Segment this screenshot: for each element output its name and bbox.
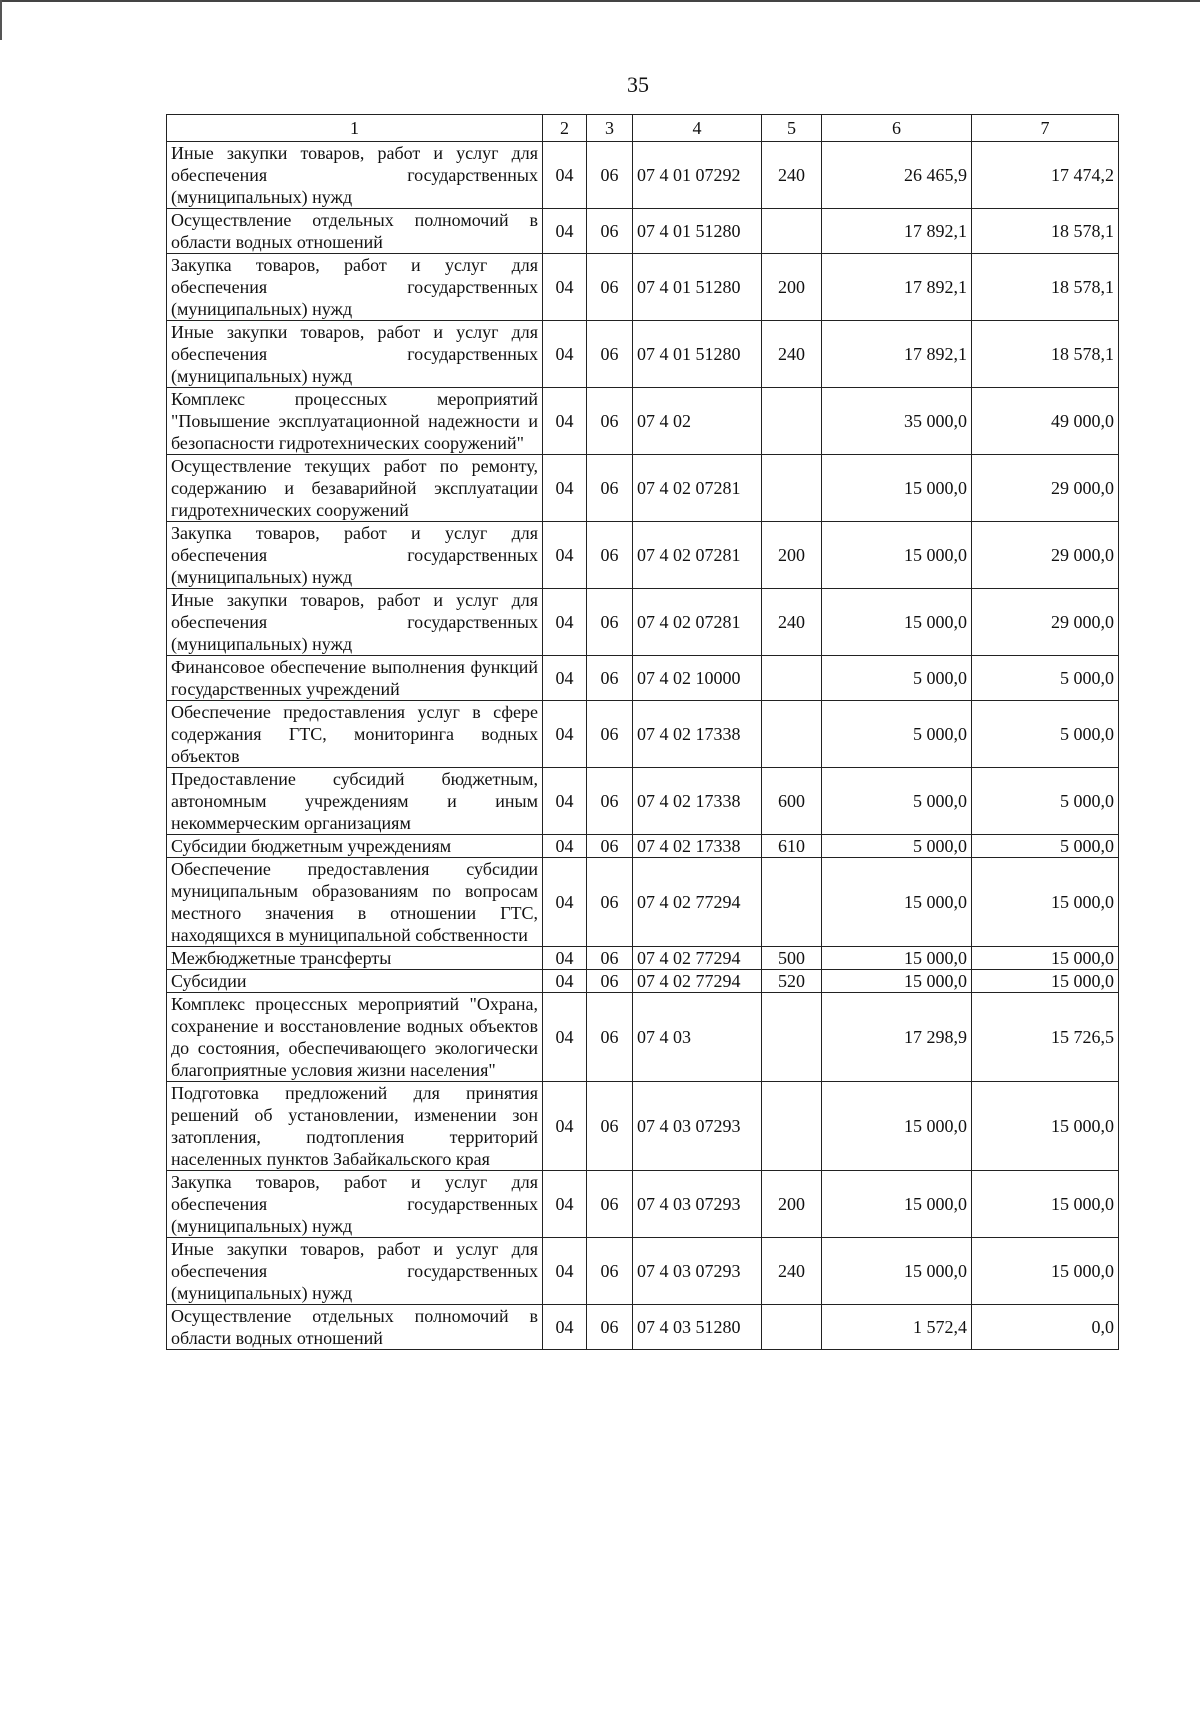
row-name-cell: Финансовое обеспечение выполнения функций государственных учреждений — [167, 656, 543, 701]
podrazdel-cell: 06 — [587, 321, 633, 388]
expense-type-cell: 240 — [762, 321, 822, 388]
amount-year2-cell: 15 000,0 — [972, 970, 1119, 993]
amount-year1-cell: 17 298,9 — [822, 993, 972, 1082]
expense-type-cell: 200 — [762, 522, 822, 589]
amount-year2-cell: 29 000,0 — [972, 589, 1119, 656]
amount-year2-cell: 49 000,0 — [972, 388, 1119, 455]
amount-year2-cell: 5 000,0 — [972, 835, 1119, 858]
target-article-cell: 07 4 03 07293 — [633, 1171, 762, 1238]
expense-type-cell: 240 — [762, 1238, 822, 1305]
amount-year2-cell: 17 474,2 — [972, 142, 1119, 209]
row-name-cell: Иные закупки товаров, работ и услуг для обеспечения государственных (муниципальных) нужд — [167, 589, 543, 656]
expense-type-cell: 500 — [762, 947, 822, 970]
amount-year1-cell: 15 000,0 — [822, 1171, 972, 1238]
header-col-3: 3 — [587, 115, 633, 142]
razdel-cell: 04 — [543, 656, 587, 701]
expense-type-cell: 610 — [762, 835, 822, 858]
amount-year2-cell: 18 578,1 — [972, 321, 1119, 388]
table-row — [167, 656, 1119, 701]
podrazdel-cell: 06 — [587, 701, 633, 768]
podrazdel-cell: 06 — [587, 1238, 633, 1305]
target-article-cell: 07 4 01 07292 — [633, 142, 762, 209]
expense-type-cell: 200 — [762, 1171, 822, 1238]
amount-year1-cell: 15 000,0 — [822, 947, 972, 970]
razdel-cell: 04 — [543, 1082, 587, 1171]
podrazdel-cell: 06 — [587, 656, 633, 701]
row-name-cell: Обеспечение предоставления услуг в сфере содержания ГТС, мониторинга водных объектов — [167, 701, 543, 768]
razdel-cell: 04 — [543, 209, 587, 254]
amount-year2-cell: 18 578,1 — [972, 209, 1119, 254]
amount-year1-cell: 15 000,0 — [822, 455, 972, 522]
header-col-2: 2 — [543, 115, 587, 142]
header-col-5: 5 — [762, 115, 822, 142]
podrazdel-cell: 06 — [587, 455, 633, 522]
razdel-cell: 04 — [543, 142, 587, 209]
amount-year2-cell: 5 000,0 — [972, 701, 1119, 768]
row-name-cell: Межбюджетные трансферты — [167, 947, 543, 970]
target-article-cell: 07 4 03 07293 — [633, 1082, 762, 1171]
table-row — [167, 388, 1119, 455]
amount-year1-cell: 15 000,0 — [822, 1238, 972, 1305]
podrazdel-cell: 06 — [587, 522, 633, 589]
podrazdel-cell: 06 — [587, 589, 633, 656]
target-article-cell: 07 4 02 77294 — [633, 970, 762, 993]
target-article-cell: 07 4 02 17338 — [633, 768, 762, 835]
razdel-cell: 04 — [543, 388, 587, 455]
expense-type-cell — [762, 209, 822, 254]
row-name-cell: Предоставление субсидий бюджетным, автономным учреждениям и иным некоммерческим организациям — [167, 768, 543, 835]
row-name-cell: Субсидии — [167, 970, 543, 993]
podrazdel-cell: 06 — [587, 947, 633, 970]
razdel-cell: 04 — [543, 858, 587, 947]
table-row — [167, 589, 1119, 656]
target-article-cell: 07 4 02 77294 — [633, 858, 762, 947]
expense-type-cell: 520 — [762, 970, 822, 993]
target-article-cell: 07 4 01 51280 — [633, 321, 762, 388]
target-article-cell: 07 4 02 — [633, 388, 762, 455]
amount-year1-cell: 15 000,0 — [822, 522, 972, 589]
row-name-cell: Осуществление отдельных полномочий в области водных отношений — [167, 1305, 543, 1350]
razdel-cell: 04 — [543, 970, 587, 993]
amount-year2-cell: 5 000,0 — [972, 656, 1119, 701]
table-row — [167, 947, 1119, 970]
amount-year2-cell: 5 000,0 — [972, 768, 1119, 835]
podrazdel-cell: 06 — [587, 254, 633, 321]
amount-year1-cell: 15 000,0 — [822, 970, 972, 993]
table-row — [167, 455, 1119, 522]
row-name-cell: Закупка товаров, работ и услуг для обеспечения государственных (муниципальных) нужд — [167, 522, 543, 589]
razdel-cell: 04 — [543, 589, 587, 656]
podrazdel-cell: 06 — [587, 858, 633, 947]
header-col-6: 6 — [822, 115, 972, 142]
table-row — [167, 1238, 1119, 1305]
amount-year1-cell: 35 000,0 — [822, 388, 972, 455]
table-row — [167, 768, 1119, 835]
razdel-cell: 04 — [543, 947, 587, 970]
expense-type-cell — [762, 656, 822, 701]
podrazdel-cell: 06 — [587, 209, 633, 254]
table-row — [167, 209, 1119, 254]
expense-type-cell: 600 — [762, 768, 822, 835]
row-name-cell: Комплекс процессных мероприятий "Повышение эксплуатационной надежности и безопасности гидротехнических сооружений" — [167, 388, 543, 455]
header-col-7: 7 — [972, 115, 1119, 142]
budget-table — [166, 114, 1119, 1350]
row-name-cell: Иные закупки товаров, работ и услуг для обеспечения государственных (муниципальных) нужд — [167, 321, 543, 388]
target-article-cell: 07 4 02 77294 — [633, 947, 762, 970]
expense-type-cell: 240 — [762, 142, 822, 209]
amount-year2-cell: 15 000,0 — [972, 1238, 1119, 1305]
amount-year2-cell: 15 726,5 — [972, 993, 1119, 1082]
expense-type-cell — [762, 388, 822, 455]
row-name-cell: Закупка товаров, работ и услуг для обеспечения государственных (муниципальных) нужд — [167, 1171, 543, 1238]
expense-type-cell — [762, 993, 822, 1082]
table-row — [167, 142, 1119, 209]
razdel-cell: 04 — [543, 993, 587, 1082]
razdel-cell: 04 — [543, 701, 587, 768]
amount-year2-cell: 29 000,0 — [972, 455, 1119, 522]
razdel-cell: 04 — [543, 254, 587, 321]
target-article-cell: 07 4 02 17338 — [633, 701, 762, 768]
table-row — [167, 1171, 1119, 1238]
podrazdel-cell: 06 — [587, 993, 633, 1082]
amount-year1-cell: 26 465,9 — [822, 142, 972, 209]
table-row — [167, 701, 1119, 768]
podrazdel-cell: 06 — [587, 1171, 633, 1238]
razdel-cell: 04 — [543, 1238, 587, 1305]
table-row — [167, 522, 1119, 589]
row-name-cell: Подготовка предложений для принятия решений об установлении, изменении зон затопления, подтопления территорий населенных пунктов Забайкальского края — [167, 1082, 543, 1171]
row-name-cell: Иные закупки товаров, работ и услуг для обеспечения государственных (муниципальных) нужд — [167, 142, 543, 209]
row-name-cell: Иные закупки товаров, работ и услуг для обеспечения государственных (муниципальных) нужд — [167, 1238, 543, 1305]
expense-type-cell — [762, 701, 822, 768]
table-header-row — [167, 115, 1119, 142]
target-article-cell: 07 4 02 10000 — [633, 656, 762, 701]
amount-year2-cell: 15 000,0 — [972, 1082, 1119, 1171]
expense-type-cell — [762, 858, 822, 947]
expense-type-cell — [762, 1305, 822, 1350]
amount-year2-cell: 15 000,0 — [972, 858, 1119, 947]
row-name-cell: Осуществление текущих работ по ремонту, содержанию и безаварийной эксплуатации гидротехнических сооружений — [167, 455, 543, 522]
amount-year1-cell: 5 000,0 — [822, 701, 972, 768]
target-article-cell: 07 4 02 07281 — [633, 455, 762, 522]
target-article-cell: 07 4 03 — [633, 993, 762, 1082]
target-article-cell: 07 4 01 51280 — [633, 209, 762, 254]
razdel-cell: 04 — [543, 835, 587, 858]
header-col-1: 1 — [167, 115, 543, 142]
expense-type-cell: 200 — [762, 254, 822, 321]
amount-year1-cell: 15 000,0 — [822, 858, 972, 947]
razdel-cell: 04 — [543, 321, 587, 388]
table-row — [167, 321, 1119, 388]
row-name-cell: Субсидии бюджетным учреждениям — [167, 835, 543, 858]
razdel-cell: 04 — [543, 768, 587, 835]
table-row — [167, 1305, 1119, 1350]
table-row — [167, 1082, 1119, 1171]
target-article-cell: 07 4 01 51280 — [633, 254, 762, 321]
expense-type-cell — [762, 455, 822, 522]
amount-year1-cell: 5 000,0 — [822, 656, 972, 701]
amount-year1-cell: 17 892,1 — [822, 254, 972, 321]
target-article-cell: 07 4 03 07293 — [633, 1238, 762, 1305]
podrazdel-cell: 06 — [587, 1082, 633, 1171]
amount-year2-cell: 29 000,0 — [972, 522, 1119, 589]
amount-year2-cell: 15 000,0 — [972, 947, 1119, 970]
amount-year1-cell: 5 000,0 — [822, 768, 972, 835]
amount-year2-cell: 15 000,0 — [972, 1171, 1119, 1238]
target-article-cell: 07 4 02 07281 — [633, 522, 762, 589]
podrazdel-cell: 06 — [587, 970, 633, 993]
razdel-cell: 04 — [543, 522, 587, 589]
table-row — [167, 254, 1119, 321]
amount-year1-cell: 15 000,0 — [822, 589, 972, 656]
amount-year1-cell: 15 000,0 — [822, 1082, 972, 1171]
razdel-cell: 04 — [543, 455, 587, 522]
table-row — [167, 835, 1119, 858]
table-row — [167, 970, 1119, 993]
table-row — [167, 858, 1119, 947]
amount-year1-cell: 17 892,1 — [822, 321, 972, 388]
podrazdel-cell: 06 — [587, 835, 633, 858]
expense-type-cell — [762, 1082, 822, 1171]
amount-year1-cell: 17 892,1 — [822, 209, 972, 254]
amount-year2-cell: 18 578,1 — [972, 254, 1119, 321]
scan-edge — [0, 0, 1200, 6]
amount-year1-cell: 1 572,4 — [822, 1305, 972, 1350]
header-col-4: 4 — [633, 115, 762, 142]
row-name-cell: Закупка товаров, работ и услуг для обеспечения государственных (муниципальных) нужд — [167, 254, 543, 321]
podrazdel-cell: 06 — [587, 142, 633, 209]
page-number: 35 — [627, 72, 649, 97]
amount-year1-cell: 5 000,0 — [822, 835, 972, 858]
row-name-cell: Комплекс процессных мероприятий "Охрана, сохранение и восстановление водных объектов до состояния, обеспечивающего экологически благоприятные условия жизни населения" — [167, 993, 543, 1082]
podrazdel-cell: 06 — [587, 388, 633, 455]
razdel-cell: 04 — [543, 1305, 587, 1350]
expense-type-cell: 240 — [762, 589, 822, 656]
scan-edge-left — [0, 0, 2, 40]
podrazdel-cell: 06 — [587, 1305, 633, 1350]
target-article-cell: 07 4 02 07281 — [633, 589, 762, 656]
podrazdel-cell: 06 — [587, 768, 633, 835]
razdel-cell: 04 — [543, 1171, 587, 1238]
row-name-cell: Осуществление отдельных полномочий в области водных отношений — [167, 209, 543, 254]
amount-year2-cell: 0,0 — [972, 1305, 1119, 1350]
table-row — [167, 993, 1119, 1082]
table-body — [167, 142, 1119, 1350]
row-name-cell: Обеспечение предоставления субсидии муниципальным образованиям по вопросам местного значения в отношении ГТС, находящихся в муниципальной собственности — [167, 858, 543, 947]
target-article-cell: 07 4 03 51280 — [633, 1305, 762, 1350]
target-article-cell: 07 4 02 17338 — [633, 835, 762, 858]
